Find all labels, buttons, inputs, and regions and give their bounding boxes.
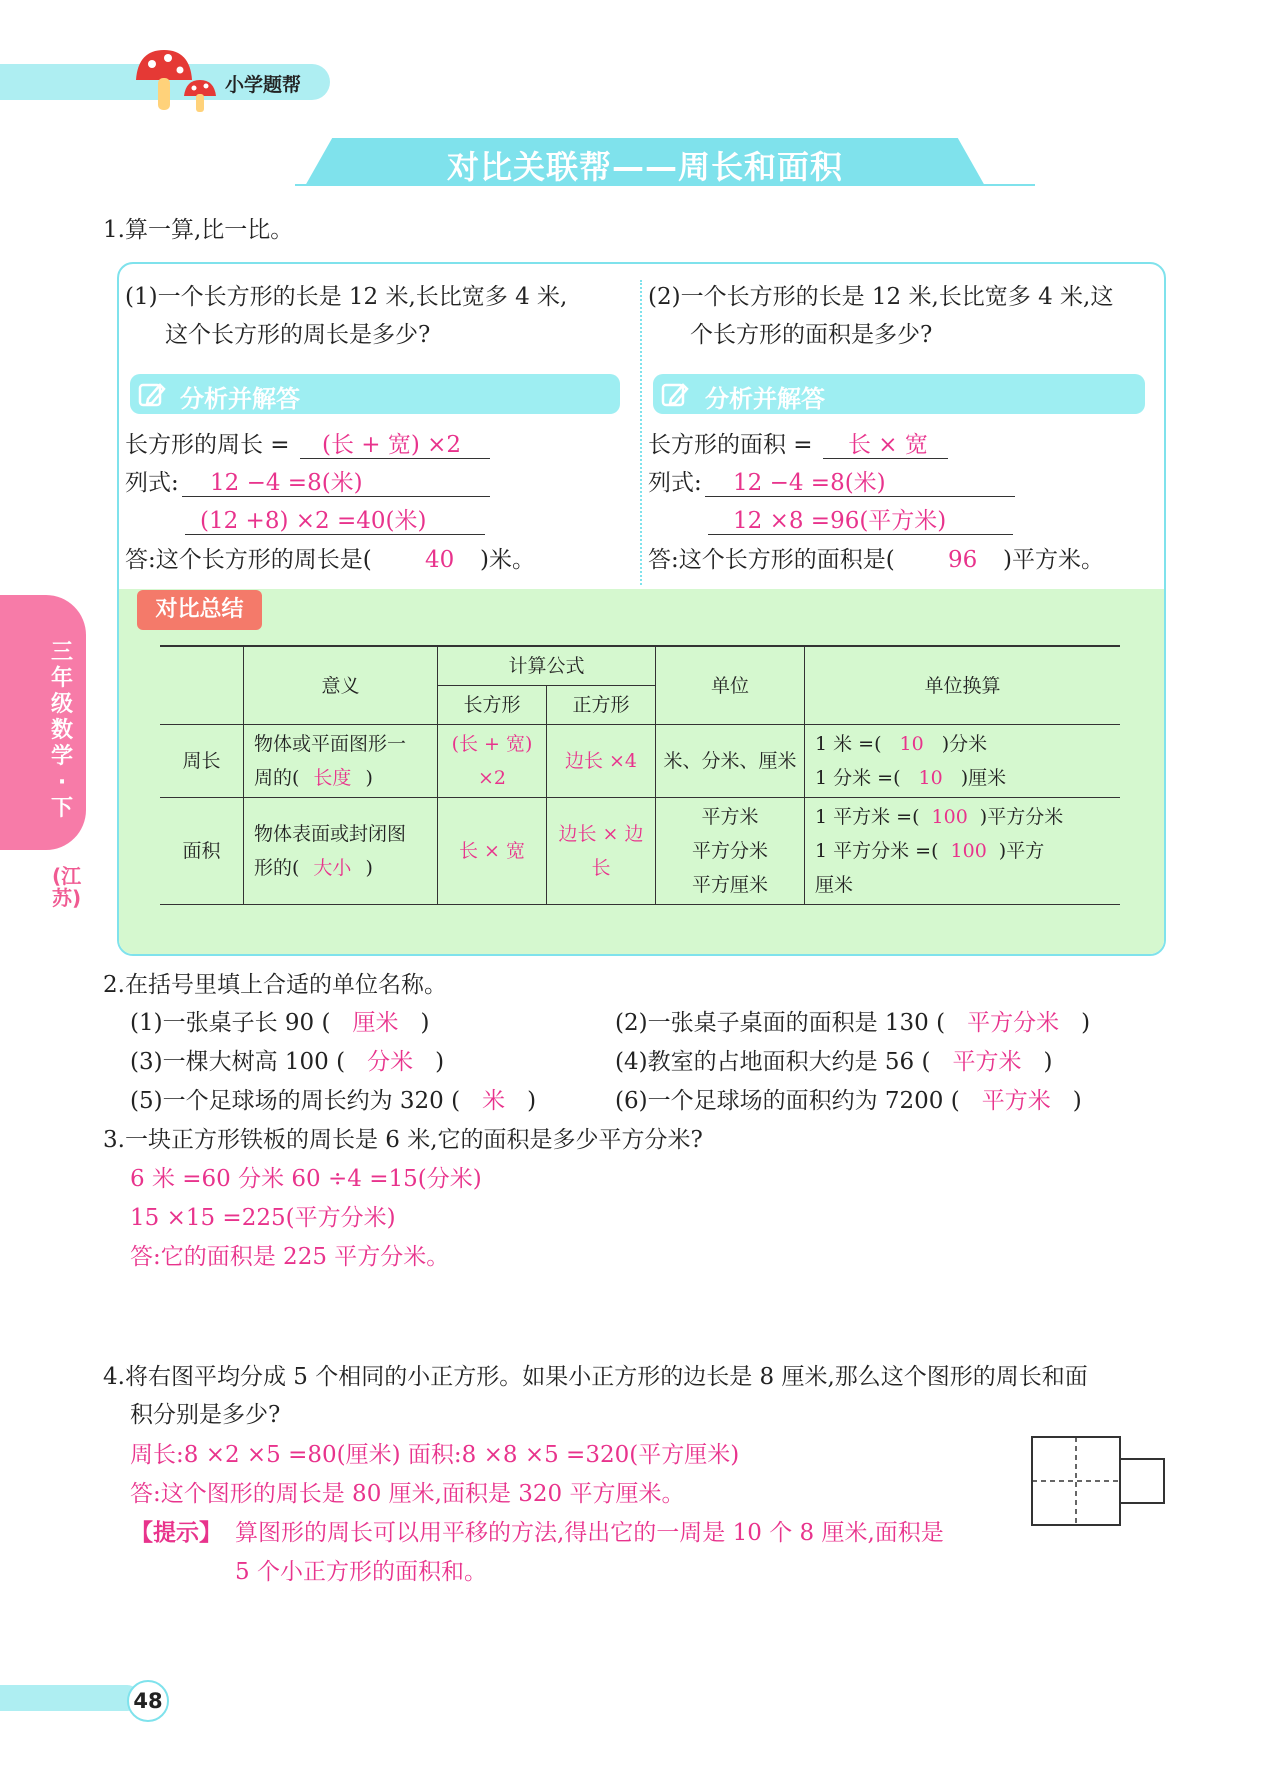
area-unit1: 平方米 — [701, 806, 759, 828]
area-conv1-val: 100 — [931, 806, 968, 828]
perimeter-conv2-pre: 1 分米 =( — [815, 767, 901, 789]
grade-label: 三年级数学·下 — [50, 640, 73, 821]
q4-hint-line-1: 算图形的周长可以用平移的方法,得出它的一周是 10 个 8 厘米,面积是 — [235, 1520, 944, 1546]
q1-right-prompt-1: (2)一个长方形的长是 12 米,长比宽多 4 米,这 — [648, 284, 1114, 310]
table-header-conversion: 单位换算 — [805, 646, 1121, 725]
section-title-banner — [305, 138, 985, 186]
perimeter-rect-line2: ×2 — [477, 767, 506, 789]
perimeter-meaning-line2 — [254, 761, 433, 795]
column-divider — [640, 280, 642, 585]
q1-left-prompt-1: (1)一个长方形的长是 12 米,长比宽多 4 米, — [125, 284, 568, 310]
row-area-meaning — [244, 798, 438, 905]
q1-title: 1.算一算,比一比。 — [103, 217, 294, 243]
table-row — [160, 725, 1120, 798]
q1-right-expr-label: 列式: — [648, 470, 702, 496]
area-conv-line2 — [815, 834, 1116, 868]
q1-right-expr2: 12 ×8 =96(平方米) — [733, 508, 947, 534]
q2-item-3-answer: 分米 — [367, 1049, 414, 1075]
table-header-corner — [160, 646, 244, 725]
q1-right-answer-post: )平方米。 — [1003, 547, 1104, 573]
perimeter-conv1-val: 10 — [899, 733, 924, 755]
q1-left-expr-label: 列式: — [125, 470, 179, 496]
q2-item-1-text: (1)一张桌子长 90 ( — [130, 1010, 331, 1036]
table-header-rect: 长方形 — [438, 686, 547, 725]
perimeter-conv-line1 — [815, 727, 1116, 761]
q1-left-prompt-2: 这个长方形的周长是多少? — [165, 322, 431, 348]
q2-item-4-answer: 平方米 — [952, 1049, 1022, 1075]
page-number: 48 — [127, 1680, 169, 1722]
area-conv1-pre: 1 平方米 =( — [815, 806, 920, 828]
area-conv1-post: )平方分米 — [979, 806, 1064, 828]
q3-title: 3.一块正方形铁板的周长是 6 米,它的面积是多少平方分米? — [103, 1127, 703, 1153]
row-perimeter-rect — [438, 725, 547, 798]
q2-item-1-answer: 厘米 — [352, 1010, 399, 1036]
q2-item-4-close: ) — [1043, 1049, 1053, 1075]
q3-answer-line-1: 6 米 =60 分米 60 ÷4 =15(分米) — [130, 1166, 482, 1192]
q3-answer-line-2: 15 ×15 =225(平方分米) — [130, 1205, 396, 1231]
area-unit2: 平方分米 — [691, 840, 768, 862]
comparison-table — [160, 645, 1120, 905]
footer-band — [0, 1685, 140, 1711]
area-conv2-post: )平方 — [998, 840, 1045, 862]
row-perimeter-units: 米、分米、厘米 — [656, 725, 805, 798]
perimeter-rect-line1: (长 + 宽) — [451, 733, 533, 755]
pencil-icon — [138, 381, 166, 409]
row-area-name: 面积 — [160, 798, 244, 905]
q2-item-6 — [615, 1086, 1082, 1116]
q4-answer-line-2: 答:这个图形的周长是 80 厘米,面积是 320 平方厘米。 — [130, 1481, 685, 1507]
perimeter-meaning-fill: 长度 — [313, 767, 352, 789]
pencil-icon — [661, 381, 689, 409]
q1-right-answer-pre: 答:这个长方形的面积是( — [648, 547, 895, 573]
q1-right-expr1: 12 −4 =8(米) — [733, 470, 886, 496]
five-squares-figure — [1030, 1435, 1170, 1535]
q2-item-3-close: ) — [435, 1049, 445, 1075]
q2-item-4-text: (4)教室的占地面积大约是 56 ( — [615, 1049, 931, 1075]
q1-left-answer-post: )米。 — [480, 547, 535, 573]
q1-left-answer-value: 40 — [425, 547, 455, 573]
perimeter-meaning-post: ) — [365, 767, 373, 789]
row-area-conversion — [805, 798, 1121, 905]
area-meaning-fill: 大小 — [313, 857, 352, 879]
area-unit3: 平方厘米 — [691, 874, 768, 896]
q1-left-answer-pre: 答:这个长方形的周长是( — [125, 547, 372, 573]
area-conv-line1 — [815, 800, 1116, 834]
row-area-rect: 长 × 宽 — [438, 798, 547, 905]
q4-title-1: 4.将右图平均分成 5 个相同的小正方形。如果小正方形的边长是 8 厘米,那么这个图形的周长和面 — [103, 1364, 1088, 1390]
q2-item-2-answer: 平方分米 — [967, 1010, 1060, 1036]
q1-left-formula-label: 长方形的周长 = — [125, 432, 290, 458]
q2-item-2-text: (2)一张桌子桌面的面积是 130 ( — [615, 1010, 946, 1036]
row-area-square: 边长 × 边长 — [547, 798, 656, 905]
q2-item-6-answer: 平方米 — [981, 1088, 1051, 1114]
row-perimeter-square: 边长 ×4 — [547, 725, 656, 798]
q4-hint-line-2: 5 个小正方形的面积和。 — [235, 1559, 487, 1585]
q2-item-1 — [130, 1008, 429, 1038]
q2-item-4 — [615, 1047, 1052, 1077]
perimeter-conv2-post: )厘米 — [960, 767, 1007, 789]
q1-right-prompt-2: 个长方形的面积是多少? — [690, 322, 933, 348]
page-title: 对比关联帮——周长和面积 — [446, 148, 843, 186]
analysis-label-left: 分析并解答 — [180, 385, 300, 413]
q2-item-3-text: (3)一棵大树高 100 ( — [130, 1049, 346, 1075]
perimeter-conv1-post: )分米 — [941, 733, 988, 755]
q2-item-1-close: ) — [420, 1010, 430, 1036]
q3-answer-line-3: 答:它的面积是 225 平方分米。 — [130, 1244, 450, 1270]
analysis-label-right: 分析并解答 — [705, 385, 825, 413]
mushroom-icon — [128, 44, 218, 116]
perimeter-meaning-pre: 周的( — [254, 767, 300, 789]
q2-item-5 — [130, 1086, 536, 1116]
area-conv2-val: 100 — [950, 840, 987, 862]
table-header-square: 正方形 — [547, 686, 656, 725]
q1-left-expr1: 12 −4 =8(米) — [210, 470, 363, 496]
row-perimeter-conversion — [805, 725, 1121, 798]
q2-title: 2.在括号里填上合适的单位名称。 — [103, 972, 447, 998]
perimeter-conv1-pre: 1 米 =( — [815, 733, 882, 755]
q2-item-6-close: ) — [1072, 1088, 1082, 1114]
q2-item-2-close: ) — [1081, 1010, 1091, 1036]
q1-left-expr2: (12 +8) ×2 =40(米) — [200, 508, 427, 534]
perimeter-conv-line2 — [815, 761, 1116, 795]
q4-answer-line-1: 周长:8 ×2 ×5 =80(厘米) 面积:8 ×8 ×5 =320(平方厘米) — [130, 1442, 740, 1468]
table-row — [160, 798, 1120, 905]
q2-item-5-text: (5)一个足球场的周长约为 320 ( — [130, 1088, 461, 1114]
summary-tag: 对比总结 — [137, 590, 262, 630]
province-label: (江苏) — [52, 864, 82, 910]
q4-hint-tag: 【提示】 — [130, 1520, 222, 1546]
brand-label: 小学题帮 — [225, 74, 302, 96]
q1-right-formula-label: 长方形的面积 = — [648, 432, 813, 458]
row-area-units — [656, 798, 805, 905]
row-perimeter-meaning — [244, 725, 438, 798]
area-conv2-pre: 1 平方分米 =( — [815, 840, 939, 862]
area-meaning-line1: 物体表面或封闭图 — [254, 823, 407, 845]
row-perimeter-name: 周长 — [160, 725, 244, 798]
q2-item-6-text: (6)一个足球场的面积约为 7200 ( — [615, 1088, 960, 1114]
perimeter-conv2-val: 10 — [918, 767, 943, 789]
area-meaning-line2 — [254, 851, 433, 885]
area-meaning-pre: 形的( — [254, 857, 300, 879]
q1-right-formula: 长 × 宽 — [848, 432, 928, 458]
table-header-formula: 计算公式 — [438, 646, 656, 686]
area-conv2-tail: 厘米 — [815, 874, 854, 896]
perimeter-meaning-line1: 物体或平面图形一 — [254, 733, 407, 755]
q4-title-2: 积分别是多少? — [130, 1402, 281, 1428]
q2-item-5-answer: 米 — [482, 1088, 506, 1114]
q2-item-3 — [130, 1047, 444, 1077]
table-header-unit: 单位 — [656, 646, 805, 725]
q1-right-answer-value: 96 — [948, 547, 978, 573]
q2-item-5-close: ) — [527, 1088, 537, 1114]
q2-item-2 — [615, 1008, 1090, 1038]
q1-left-formula: (长 + 宽) ×2 — [322, 432, 462, 458]
area-meaning-post: ) — [365, 857, 373, 879]
table-header-meaning: 意义 — [244, 646, 438, 725]
